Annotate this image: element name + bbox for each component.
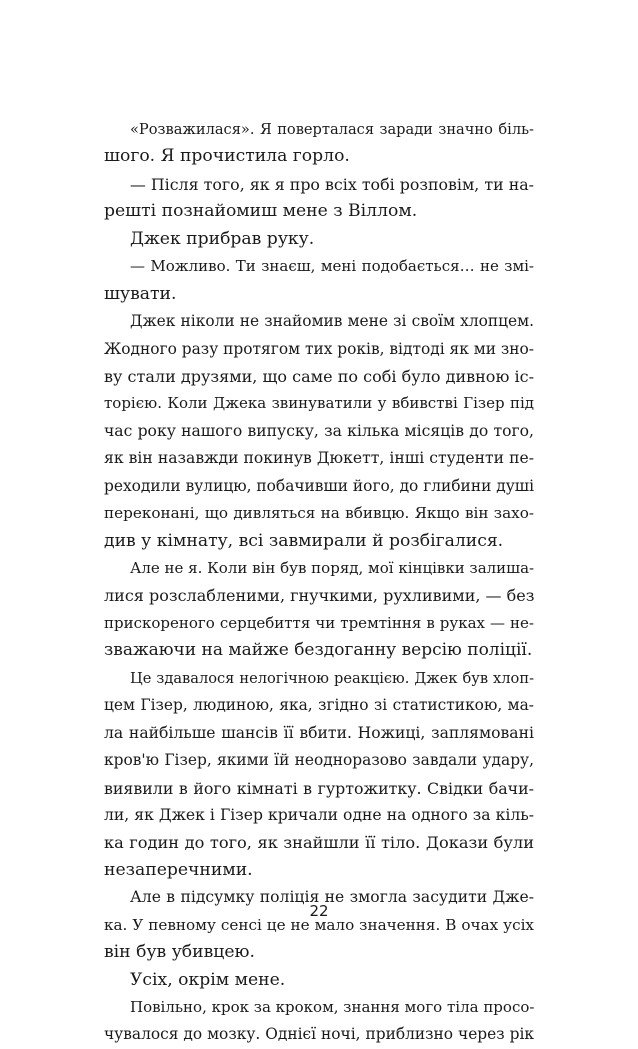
text-line: ли, як Джек і Гізер кричали одне на одного за кіль-	[104, 805, 534, 824]
text-line: як він назавжди покинув Дюкетт, інші студенти пе-	[104, 449, 534, 468]
text-line: — Можливо. Ти знаєш, мені подобається… не змі-	[130, 257, 534, 276]
page-number: 22	[309, 902, 329, 920]
text-line: шувати.	[104, 283, 177, 304]
text-line: «Розважилася». Я поверталася заради значно біль-	[130, 121, 534, 138]
text-line: Джек прибрав руку.	[130, 228, 315, 249]
text-line: Жодного разу протягом тих років, відтоді як ми зно-	[104, 339, 534, 358]
text-line: переконані, що дивляться на вбивцю. Якщо він захо-	[104, 504, 534, 523]
text-line: шого. Я прочистила горло.	[104, 146, 350, 167]
text-line: решті познайомиш мене з Віллом.	[104, 201, 418, 222]
text-line: Але не я. Коли він був поряд, мої кінцівки залиша-	[130, 559, 535, 577]
text-line: виявили в його кімнаті в гуртожитку. Свідки бачи-	[104, 778, 534, 798]
text-line: час року нашого випуску, за кілька місяців до того,	[104, 421, 534, 440]
text-line: ка. У певному сенсі це не мало значення. В очах усіх	[104, 915, 534, 934]
text-line: Джек ніколи не знайомив мене зі своїм хлопцем.	[130, 312, 534, 331]
text-line: прискореного серцебиття чи тремтіння в руках — не-	[104, 613, 534, 632]
text-line: кров'ю Гізер, якими їй неодноразово завдали удару,	[104, 751, 534, 770]
text-line: ву стали друзями, що саме по собі було дивною іс-	[104, 366, 534, 386]
text-line: лися розслабленими, гнучкими, рухливими, — без	[104, 586, 535, 606]
text-line: чувалося до мозку. Однієї ночі, приблизно через рік	[104, 1025, 534, 1044]
text-line: Повільно, крок за кроком, знання мого тіла просо-	[130, 998, 535, 1016]
text-line: ка годин до того, як знайшли її тіло. Докази були	[104, 833, 534, 853]
text-line: реходили вулицю, побачивши його, до глибини душі	[104, 476, 534, 495]
text-line: торією. Коли Джека звинуватили у вбивстві Гізер під	[104, 394, 534, 413]
text-line: Усіх, окрім мене.	[130, 969, 286, 990]
text-line: Але в підсумку поліція не змогла засудити Дже-	[130, 888, 534, 907]
text-line: зважаючи на майже бездоганну версію поліції.	[104, 640, 533, 661]
text-line: див у кімнату, всі завмирали й розбігалися.	[104, 530, 504, 551]
text-line: він був убивцею.	[104, 942, 255, 963]
text-line: ла найбільше шансів її вбити. Ножиці, заплямовані	[104, 723, 534, 742]
text-line: незаперечними.	[104, 859, 253, 880]
text-line: цем Гізер, людиною, яка, згідно зі статистикою, ма-	[104, 696, 534, 715]
text-line: — Після того, як я про всіх тобі розповім, ти на-	[130, 174, 534, 194]
text-line: Це здавалося нелогічною реакцією. Джек був хлоп-	[130, 669, 534, 687]
